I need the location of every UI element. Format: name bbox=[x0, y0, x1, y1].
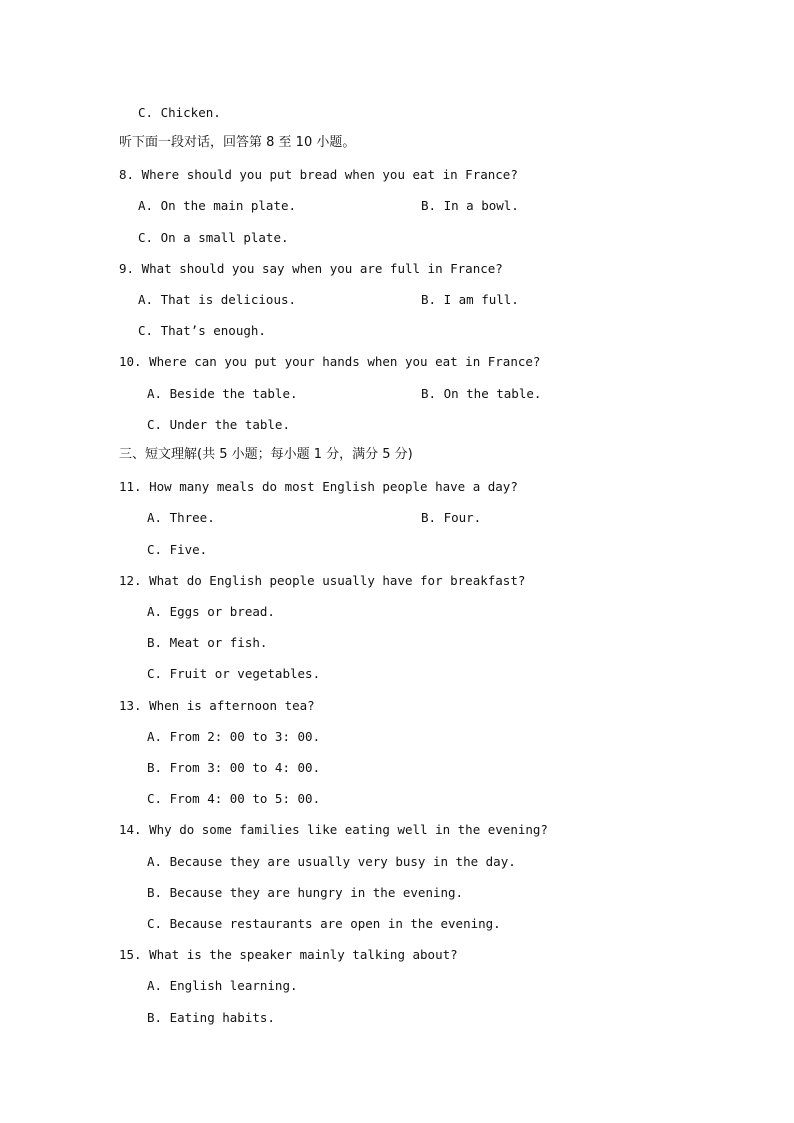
q15-option-a: A. English learning. bbox=[147, 978, 298, 993]
q12-option-a: A. Eggs or bread. bbox=[147, 604, 275, 619]
question-14: 14. Why do some families like eating well in the evening? bbox=[119, 822, 548, 837]
q8-option-a: A. On the main plate. bbox=[138, 198, 297, 213]
q15-option-b: B. Eating habits. bbox=[147, 1010, 275, 1025]
q13-option-a: A. From 2: 00 to 3: 00. bbox=[147, 729, 321, 744]
q7-option-c: C. Chicken. bbox=[138, 105, 221, 120]
q14-option-c: C. Because restaurants are open in the evening. bbox=[147, 916, 501, 931]
q13-option-b: B. From 3: 00 to 4: 00. bbox=[147, 760, 321, 775]
section-3-heading: 三、短文理解(共 5 小题；每小题 1 分，满分 5 分) bbox=[119, 447, 413, 462]
question-11: 11. How many meals do most English people have a day? bbox=[119, 479, 518, 494]
q11-option-c: C. Five. bbox=[147, 542, 208, 557]
question-13: 13. When is afternoon tea? bbox=[119, 698, 315, 713]
q14-option-b: B. Because they are hungry in the evening. bbox=[147, 885, 464, 900]
q10-option-c: C. Under the table. bbox=[147, 417, 290, 432]
q12-option-b: B. Meat or fish. bbox=[147, 635, 268, 650]
q13-option-c: C. From 4: 00 to 5: 00. bbox=[147, 791, 321, 806]
question-12: 12. What do English people usually have for breakfast? bbox=[119, 573, 526, 588]
q9-option-a: A. That is delicious. bbox=[138, 292, 297, 307]
section-intro: 听下面一段对话，回答第 8 至 10 小题。 bbox=[119, 135, 356, 150]
q14-option-a: A. Because they are usually very busy in the day. bbox=[147, 854, 516, 869]
q10-option-a: A. Beside the table. bbox=[147, 386, 298, 401]
q8-option-c: C. On a small plate. bbox=[138, 230, 289, 245]
q10-option-b: B. On the table. bbox=[421, 386, 542, 401]
q11-option-b: B. Four. bbox=[421, 510, 482, 525]
question-9: 9. What should you say when you are full in France? bbox=[119, 261, 503, 276]
q11-option-a: A. Three. bbox=[147, 510, 215, 525]
question-15: 15. What is the speaker mainly talking about? bbox=[119, 947, 458, 962]
question-10: 10. Where can you put your hands when you eat in France? bbox=[119, 354, 541, 369]
q9-option-b: B. I am full. bbox=[421, 292, 519, 307]
q8-option-b: B. In a bowl. bbox=[421, 198, 519, 213]
q9-option-c: C. That’s enough. bbox=[138, 323, 266, 338]
question-8: 8. Where should you put bread when you eat in France? bbox=[119, 167, 518, 182]
q12-option-c: C. Fruit or vegetables. bbox=[147, 666, 321, 681]
